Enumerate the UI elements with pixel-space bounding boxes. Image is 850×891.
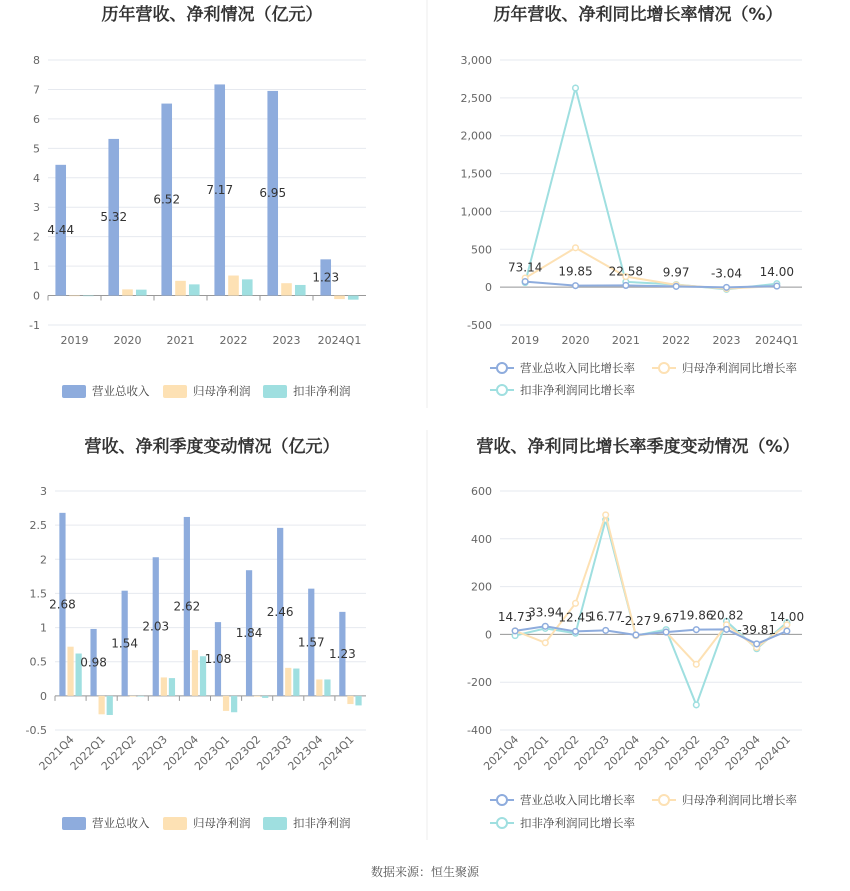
- y-tick-label: 2,000: [460, 129, 492, 143]
- y-tick-label: 1: [40, 621, 47, 635]
- data-label: 7.17: [206, 182, 234, 197]
- y-tick-label: 500: [471, 243, 492, 257]
- y-tick-label: 3: [33, 201, 40, 215]
- data-label: 1.57: [297, 635, 325, 650]
- x-tick-label: 2023Q1: [192, 732, 233, 773]
- x-tick-label: 2021: [611, 334, 640, 347]
- data-point: [673, 284, 679, 290]
- bar-deducted-profit: [262, 696, 268, 698]
- y-tick-label: 400: [471, 532, 492, 546]
- y-tick-label: 2.5: [29, 519, 47, 533]
- bar-net-profit: [281, 283, 292, 295]
- data-label: 9.67: [652, 611, 680, 626]
- data-point: [633, 632, 639, 638]
- quarterly-yoy-growth-chart: [467, 436, 804, 830]
- bar-deducted-profit: [355, 696, 361, 706]
- x-tick-label: 2020: [113, 334, 142, 347]
- quarterly-revenue-profit-chart: [26, 436, 366, 830]
- data-point: [663, 629, 669, 635]
- data-label: 9.97: [662, 265, 690, 280]
- x-tick-label: 2024Q1: [317, 334, 362, 347]
- data-point: [623, 283, 629, 289]
- legend-label: 归母净利润同比增长率: [682, 793, 797, 807]
- x-tick-label: 2022Q2: [541, 732, 582, 773]
- bar-net-profit: [334, 296, 345, 300]
- data-label: 20.82: [709, 608, 744, 623]
- legend-label: 扣非净利润同比增长率: [520, 816, 635, 830]
- data-label: 1.23: [312, 270, 340, 285]
- x-tick-label: 2023Q3: [254, 732, 295, 773]
- data-label: 2.03: [142, 619, 170, 634]
- x-tick-label: 2023Q1: [632, 732, 673, 773]
- data-label: 33.94: [528, 605, 563, 620]
- legend-label: 扣非净利润: [293, 816, 351, 830]
- data-label: 6.52: [153, 192, 181, 207]
- bar-net-profit: [122, 289, 133, 295]
- y-tick-label: 7: [33, 83, 40, 97]
- bar-net-profit: [223, 696, 229, 711]
- y-tick-label: 0: [485, 281, 492, 295]
- legend-marker: [497, 818, 507, 828]
- x-tick-label: 2021: [166, 334, 195, 347]
- y-tick-label: 0.5: [29, 655, 47, 669]
- bar-net-profit: [175, 281, 186, 296]
- legend-swatch: [263, 385, 287, 398]
- legend-label: 营业总收入: [92, 816, 150, 830]
- data-label: 14.00: [769, 610, 805, 625]
- data-point: [573, 245, 579, 251]
- data-label: 2.62: [173, 599, 201, 614]
- y-tick-label: 1.5: [29, 587, 47, 601]
- chart-title: 历年营收、净利同比增长率情况（%）: [493, 5, 783, 25]
- data-label: 5.32: [100, 210, 128, 225]
- legend-swatch: [163, 385, 187, 398]
- y-tick-label: 1,000: [460, 205, 492, 219]
- data-point: [543, 640, 549, 646]
- data-label: -39.81: [737, 622, 777, 637]
- x-tick-label: 2024Q1: [316, 732, 357, 773]
- data-label: 4.44: [47, 223, 75, 238]
- data-label: 16.77: [588, 609, 623, 624]
- bar-deducted-profit: [348, 296, 359, 300]
- data-label: 19.86: [679, 608, 714, 623]
- bar-net-profit: [130, 696, 136, 697]
- legend-label: 扣非净利润: [293, 384, 351, 398]
- data-point: [774, 283, 780, 289]
- bar-deducted-profit: [138, 696, 144, 697]
- x-tick-label: 2023Q2: [662, 732, 703, 773]
- legend-swatch: [263, 817, 287, 830]
- data-label: 12.45: [558, 610, 593, 625]
- bar-net-profit: [69, 296, 80, 297]
- data-point: [694, 702, 700, 708]
- bar-deducted-profit: [136, 290, 147, 296]
- data-label: 2.68: [49, 597, 76, 612]
- legend-marker: [497, 385, 507, 395]
- y-tick-label: 1,500: [460, 167, 492, 181]
- legend-label: 营业总收入: [92, 384, 150, 398]
- data-label: -2.27: [620, 613, 652, 628]
- x-tick-label: 2022Q3: [571, 732, 612, 773]
- legend-label: 归母净利润: [193, 384, 251, 398]
- data-label: 1.54: [111, 636, 139, 651]
- x-tick-label: 2023: [712, 334, 741, 347]
- bar-net-profit: [316, 679, 322, 695]
- data-point: [694, 627, 700, 633]
- chart-title: 营收、净利季度变动情况（亿元）: [84, 437, 340, 457]
- chart-title: 营收、净利同比增长率季度变动情况（%）: [476, 437, 800, 457]
- bar-net-profit: [254, 696, 260, 697]
- data-label: 1.84: [235, 626, 263, 641]
- x-tick-label: 2024Q1: [755, 334, 799, 347]
- x-tick-label: 2022Q3: [129, 732, 170, 773]
- data-point: [573, 629, 579, 635]
- bar-net-profit: [192, 650, 198, 696]
- data-point: [522, 279, 528, 285]
- y-tick-label: 2: [40, 553, 47, 567]
- legend-swatch: [62, 385, 86, 398]
- x-tick-label: 2023Q4: [285, 732, 326, 773]
- data-label: 22.58: [608, 264, 644, 279]
- legend-marker: [497, 363, 507, 373]
- bar-deducted-profit: [231, 696, 237, 712]
- x-tick-label: 2022Q1: [511, 732, 552, 773]
- x-tick-label: 2023Q2: [223, 732, 264, 773]
- source-note: 数据来源：恒生聚源: [370, 865, 480, 879]
- data-point: [603, 512, 609, 518]
- data-label: 14.73: [497, 609, 533, 624]
- data-label: 19.85: [558, 264, 593, 279]
- legend-swatch: [62, 817, 86, 830]
- x-tick-label: 2024Q1: [752, 732, 794, 773]
- y-tick-label: 3: [40, 485, 47, 498]
- bar-net-profit: [347, 696, 353, 704]
- bar-deducted-profit: [169, 678, 175, 696]
- x-tick-label: 2023Q4: [722, 732, 763, 773]
- bar-net-profit: [285, 668, 291, 696]
- x-tick-label: 2020: [561, 334, 590, 347]
- y-tick-label: -0.5: [25, 724, 47, 737]
- x-tick-label: 2022: [662, 334, 691, 347]
- y-tick-label: 5: [33, 142, 40, 156]
- x-tick-label: 2022Q4: [161, 732, 202, 773]
- legend-label: 扣非净利润同比增长率: [520, 383, 635, 397]
- y-tick-label: 0: [33, 289, 40, 303]
- data-point: [573, 85, 579, 91]
- data-point: [512, 628, 518, 634]
- data-point: [724, 285, 730, 291]
- bar-net-profit: [67, 647, 73, 696]
- annual-revenue-profit-chart: [29, 4, 366, 398]
- y-tick-label: 2: [33, 230, 40, 244]
- x-tick-label: 2021Q4: [36, 732, 77, 773]
- x-tick-label: 2022Q2: [98, 732, 139, 773]
- legend-label: 归母净利润: [193, 816, 251, 830]
- data-point: [754, 641, 760, 647]
- data-label: 1.08: [204, 651, 232, 666]
- bar-net-profit: [99, 696, 105, 714]
- y-tick-label: 8: [33, 54, 40, 67]
- x-tick-label: 2021Q4: [481, 732, 522, 773]
- data-point: [543, 623, 549, 629]
- y-tick-label: 0: [40, 689, 47, 703]
- data-label: 6.95: [259, 186, 287, 201]
- x-tick-label: 2022: [219, 334, 248, 347]
- y-tick-label: -400: [467, 724, 492, 737]
- y-tick-label: -1: [29, 319, 40, 332]
- legend-marker: [659, 795, 669, 805]
- x-tick-label: 2022Q1: [67, 732, 108, 773]
- y-tick-label: 4: [33, 171, 40, 185]
- x-tick-label: 2019: [511, 334, 540, 347]
- bar-net-profit: [161, 677, 167, 695]
- data-point: [603, 628, 609, 634]
- bar-deducted-profit: [324, 679, 330, 695]
- legend-label: 营业总收入同比增长率: [520, 793, 635, 807]
- data-label: 73.14: [507, 260, 543, 275]
- bar-net-profit: [228, 276, 239, 296]
- data-point: [724, 627, 730, 633]
- y-tick-label: 0: [485, 628, 492, 642]
- y-tick-label: 3,000: [460, 54, 492, 67]
- chart-title: 历年营收、净利情况（亿元）: [101, 5, 323, 25]
- y-tick-label: 200: [471, 580, 492, 594]
- data-point: [573, 601, 579, 607]
- series-line-net-profit: [515, 515, 787, 664]
- data-point: [573, 283, 579, 289]
- data-label: -3.04: [710, 266, 743, 281]
- y-tick-label: -200: [467, 676, 492, 690]
- data-point: [694, 661, 700, 667]
- y-tick-label: 2,500: [460, 91, 492, 105]
- y-tick-label: -500: [467, 319, 492, 332]
- x-tick-label: 2023: [272, 334, 301, 347]
- data-label: 2.46: [266, 604, 294, 619]
- bar-deducted-profit: [83, 296, 94, 297]
- annual-yoy-growth-chart: [461, 4, 803, 397]
- x-tick-label: 2019: [60, 334, 89, 347]
- bar-deducted-profit: [295, 285, 306, 296]
- legend-marker: [659, 363, 669, 373]
- series-line-deducted-profit: [525, 88, 777, 289]
- data-label: 14.00: [759, 265, 795, 280]
- legend-label: 营业总收入同比增长率: [520, 361, 635, 375]
- y-tick-label: 6: [33, 112, 40, 126]
- legend-swatch: [163, 817, 187, 830]
- y-tick-label: 1: [33, 260, 40, 274]
- bar-deducted-profit: [189, 284, 200, 295]
- data-label: 0.98: [80, 655, 107, 670]
- x-tick-label: 2022Q4: [601, 732, 643, 773]
- data-point: [784, 628, 790, 634]
- bar-deducted-profit: [107, 696, 113, 715]
- x-tick-label: 2023Q3: [692, 732, 733, 773]
- bar-deducted-profit: [293, 669, 299, 696]
- legend-label: 归母净利润同比增长率: [682, 361, 797, 375]
- data-label: 1.23: [329, 646, 356, 661]
- bar-deducted-profit: [242, 279, 253, 295]
- y-tick-label: 600: [471, 485, 492, 498]
- legend-marker: [497, 795, 507, 805]
